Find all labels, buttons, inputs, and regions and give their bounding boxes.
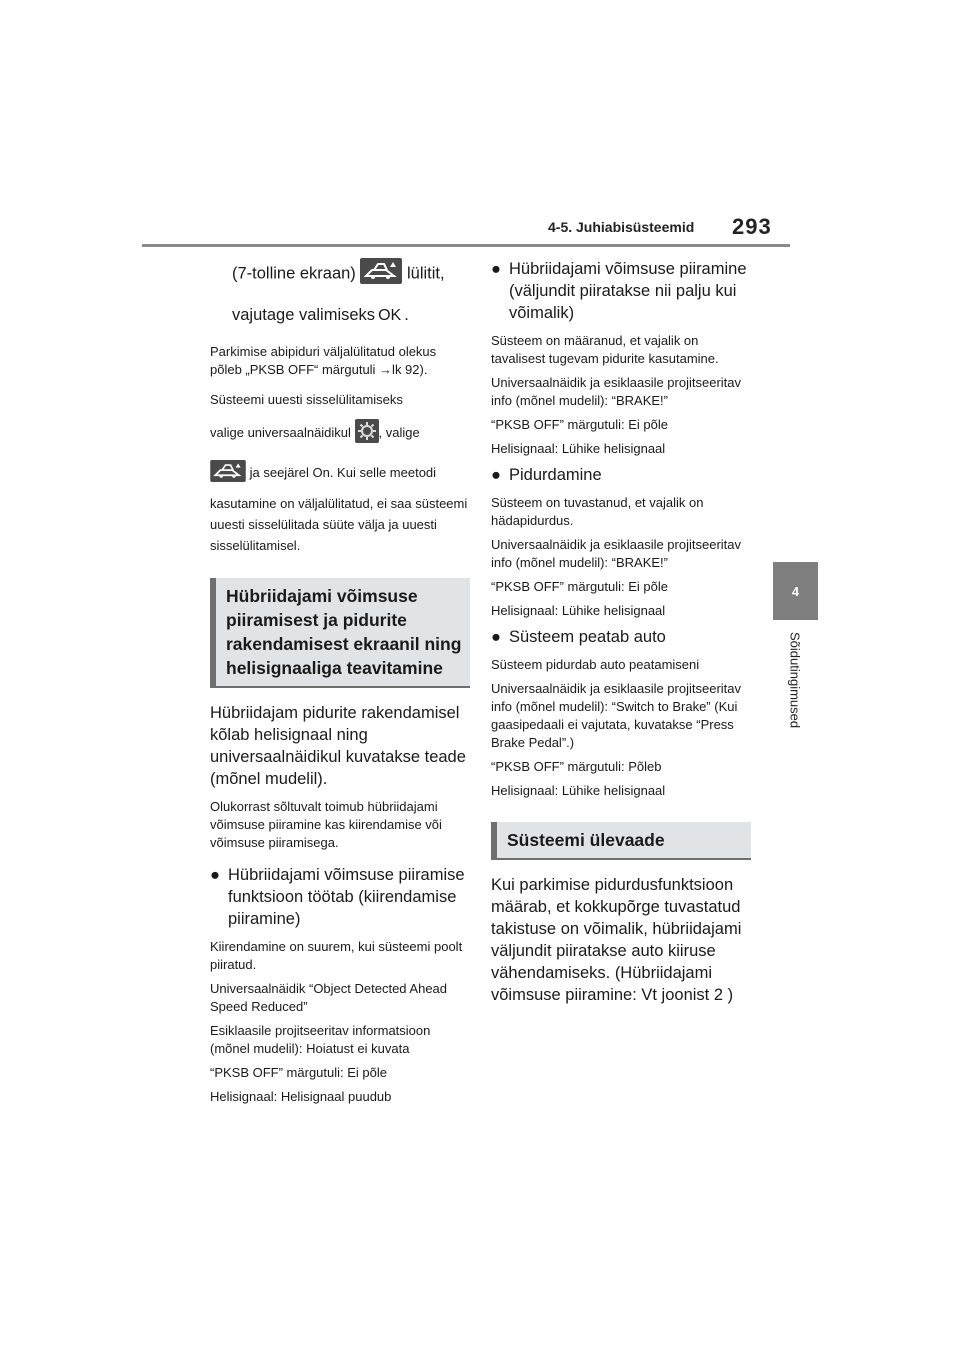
bullet-system-stops-text: Süsteem peatab auto (509, 628, 666, 646)
bullet-acceleration-limit (210, 864, 470, 930)
b1-item: Esiklaasile projitseeritav informatsioon (mõnel mudelil): Hoiatust ei kuvata (210, 1023, 431, 1056)
step-line-1-post: lülitit, (407, 264, 445, 283)
section-box-notification (210, 578, 470, 688)
reactivate-note-b (210, 419, 470, 448)
reactivate-note-d: kasutamine on väljalülitatud, ei saa süsteemi uuesti sisselülitada süüte välja ja uuesti sisselülitamisel. (210, 496, 468, 553)
b2-item: Universaalnäidik ja esiklaasile projitseeritav info (mõnel mudelil): “BRAKE!” (491, 375, 742, 408)
step-line-1-pre: (7-tolline ekraan) (232, 264, 356, 283)
bullet-dot-icon: ● (491, 628, 501, 646)
pksb-note: Parkimise abipiduri väljalülitatud olekus põleb „PKSB OFF“ märgutuli →lk 92). (210, 344, 437, 377)
step-line-2-post: . (404, 306, 409, 324)
b4-item: Universaalnäidik ja esiklaasile projitseeritav info (mõnel mudelil): “Switch to Brake” (Kui gaasipedaali ei vajutata, kuvatakse “Press Brake Pedal”.) (491, 681, 742, 750)
reactivate-note-c-text: ja seejärel On. Kui selle meetodi (246, 464, 437, 480)
chapter-label (770, 632, 820, 752)
step-line-2 (210, 304, 470, 327)
reactivate-note-c (210, 460, 470, 487)
bullet-acceleration-limit-text: Hübriidajami võimsuse piiramise funktsioon töötab (kiirendamise piiramine) (228, 866, 465, 928)
reactivate-note-a: Süsteemi uuesti sisselülitamiseks (210, 392, 403, 407)
b1-item: Universaalnäidik “Object Detected Ahead Speed Reduced” (210, 981, 448, 1014)
bullet-dot-icon: ● (491, 466, 501, 484)
section-box-overview (491, 822, 751, 860)
reactivate-note-b-pre: valige universaalnäidikul (210, 424, 351, 440)
right-column (491, 258, 751, 1014)
b2-item: “PKSB OFF” märgutuli: Ei põle (491, 417, 668, 432)
bullet-dot-icon: ● (210, 866, 220, 884)
settings-gear-icon (355, 419, 379, 448)
b2-item: Süsteem on määranud, et vajalik on tavalisest tugevam pidurite kasutamine. (491, 333, 719, 366)
section-box-overview-title: Süsteemi ülevaade (507, 830, 665, 850)
reactivate-note-b-post: , valige (378, 424, 420, 440)
header-rule (142, 244, 790, 247)
section-title: 4-5. Juhiabisüsteemid (548, 219, 695, 235)
b3-item: Süsteem on tuvastanud, et vajalik on hädapidurdus. (491, 495, 704, 528)
left-column (210, 258, 470, 1112)
section-box-notification-title: Hübriidajami võimsuse piiramisest ja pidurite rakendamisest ekraanil ning helisignaaliga teavitamine (226, 586, 462, 678)
intro-note: Olukorrast sõltuvalt toimub hübriidajami võimsuse piiramine kas kiirendamise või võimsuse piiramisega. (210, 799, 442, 850)
b4-item: Helisignaal: Lühike helisignaal (491, 783, 666, 798)
page-number: 293 (732, 214, 772, 239)
bullet-output-limit-text: Hübriidajami võimsuse piiramine (väljundit piiratakse nii palju kui võimalik) (509, 260, 747, 322)
chapter-tab: 4 (773, 562, 818, 620)
b1-item: Helisignaal: Helisignaal puudub (210, 1089, 392, 1104)
intro-text: Hübriidajam pidurite rakendamisel kõlab helisignaal ning universaalnäidikul kuvatakse teade (mõnel mudelil). (210, 704, 466, 788)
bullet-system-stops (491, 626, 751, 648)
step-line-2-pre: vajutage valimiseks (232, 306, 376, 324)
overview-text: Kui parkimise pidurdusfunktsioon määrab, et kokkupõrge tuvastatud takistuse on võimalik, hübriidajami väljundit piiratakse auto kiiruse vähendamiseks. (Hübriidajami võimsuse piiramine: Vt joonist 2 ) (491, 876, 742, 1004)
b3-item: Helisignaal: Lühike helisignaal (491, 603, 666, 618)
bullet-braking (491, 464, 751, 486)
bullet-output-limit (491, 258, 751, 324)
b2-item: Helisignaal: Lühike helisignaal (491, 441, 666, 456)
b3-item: Universaalnäidik ja esiklaasile projitseeritav info (mõnel mudelil): “BRAKE!” (491, 537, 742, 570)
b1-item: Kiirendamine on suurem, kui süsteemi poolt piiratud. (210, 939, 463, 972)
b1-item: “PKSB OFF” märgutuli: Ei põle (210, 1065, 387, 1080)
car-warning-icon (360, 258, 402, 290)
ok-label: OK (378, 307, 402, 324)
step-line-1 (210, 258, 470, 290)
chapter-label-text: Sõidutingimused (787, 632, 803, 729)
b4-item: “PKSB OFF” märgutuli: Põleb (491, 759, 662, 774)
b3-item: “PKSB OFF” märgutuli: Ei põle (491, 579, 668, 594)
car-warning-icon-small (210, 460, 246, 487)
b4-item: Süsteem pidurdab auto peatamiseni (491, 657, 700, 672)
bullet-dot-icon: ● (491, 260, 501, 278)
bullet-braking-text: Pidurdamine (509, 466, 602, 484)
